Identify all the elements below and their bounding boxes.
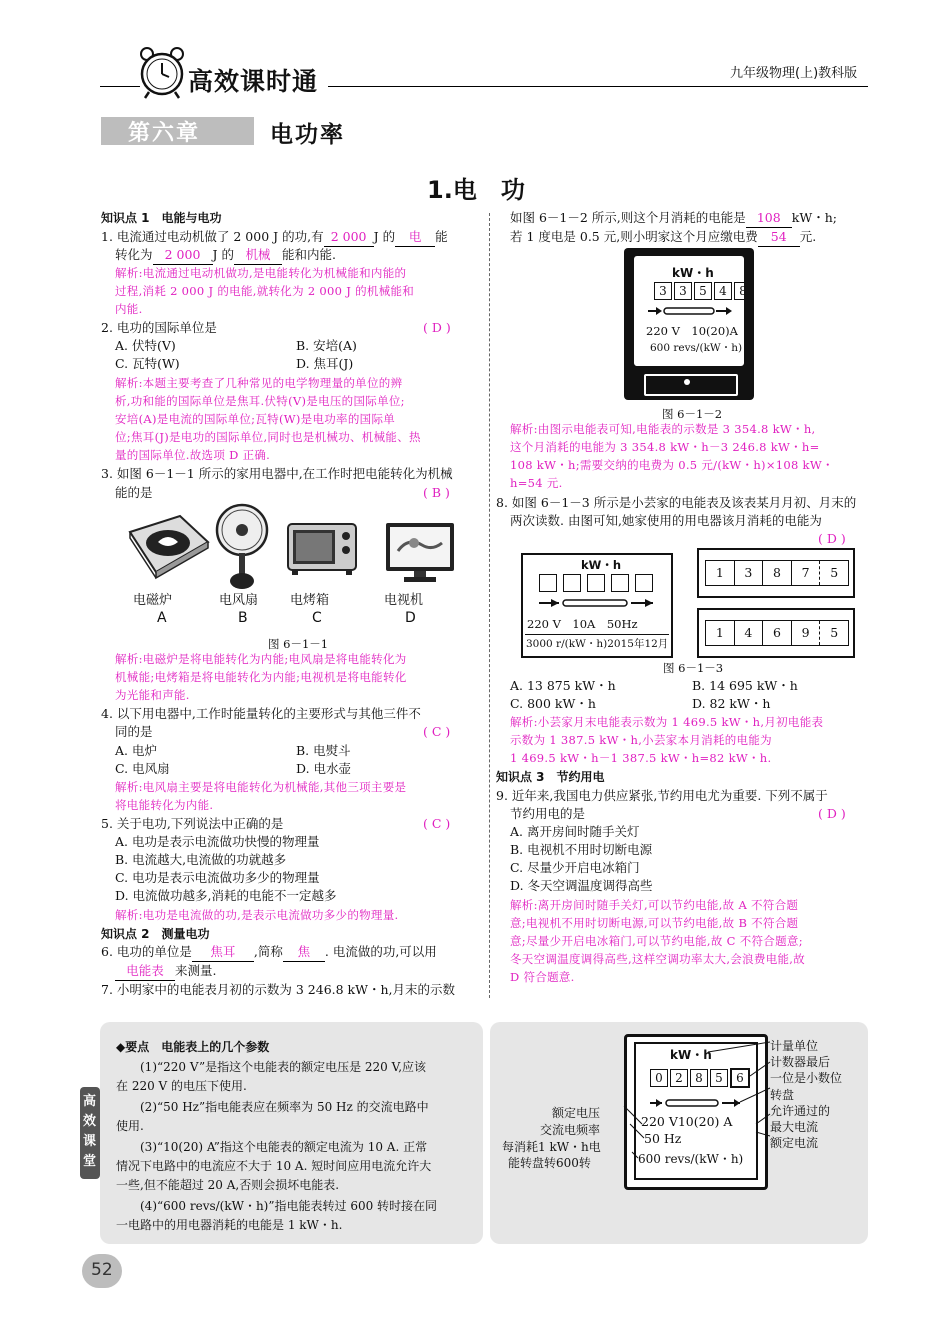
diagram-digit: 2 bbox=[670, 1069, 688, 1087]
q6-blank3[interactable]: 电能表 bbox=[115, 962, 175, 981]
q7-line1: 7. 小明家中的电能表月初的示数为 3 246.8 kW・h,月末的示数 bbox=[101, 982, 456, 997]
q2-option-d[interactable]: D. 焦耳(J) bbox=[296, 356, 354, 371]
meter2-unit: kW・h bbox=[581, 558, 622, 572]
meter2-empty-digit bbox=[539, 574, 557, 592]
diagram-label-disk: 转盘 bbox=[770, 1088, 795, 1102]
q9-line2: 节约用电的是 bbox=[510, 806, 586, 821]
q9-explanation-3: 意;尽量少开启电冰箱门,可以节约电能,故 C 不符合题意; bbox=[510, 934, 803, 948]
appliance-d-name: 电视机 bbox=[384, 593, 424, 608]
appliance-c-letter: C bbox=[312, 610, 322, 626]
reading1-digit: 1 bbox=[706, 561, 735, 585]
q1-blank1[interactable]: 2 000 bbox=[324, 228, 374, 247]
q1-explanation-1: 解析:电流通过电动机做功,是电能转化为机械能和内能的 bbox=[115, 266, 407, 280]
q8-explanation-2: 示数为 1 387.5 kW・h,小芸家本月消耗的电能为 bbox=[510, 733, 772, 747]
key-point-line: (4)“600 revs/(kW・h)”指电能表转过 600 转时接在同 bbox=[140, 1199, 438, 1213]
key-point-line: 情况下电路中的电流应不大于 10 A. 短时间应用电流允许大 bbox=[116, 1159, 432, 1173]
diagram-spec1: 220 V10(20) A bbox=[641, 1114, 733, 1129]
appliance-b-letter: B bbox=[238, 610, 248, 626]
q1-blank4[interactable]: 机械 bbox=[234, 246, 282, 265]
q4-explanation-1: 解析:电风扇主要是将电能转化为机械能,其他三项主要是 bbox=[115, 780, 407, 794]
q4-line2: 同的是 bbox=[115, 724, 153, 739]
diagram-label-rated-current: 额定电流 bbox=[770, 1136, 819, 1150]
q8-option-d[interactable]: D. 82 kW・h bbox=[692, 696, 771, 711]
q4-answer: ( C ) bbox=[423, 724, 451, 739]
meter2-empty-digit bbox=[587, 574, 605, 592]
fig-6-1-2-caption: 图 6－1－2 bbox=[662, 407, 723, 421]
diagram-label-unit: 计量单位 bbox=[770, 1039, 819, 1053]
page-number: 52 bbox=[91, 1260, 113, 1280]
appliance-b-name: 电风扇 bbox=[219, 593, 259, 608]
q8-line1: 8. 如图 6－1－3 所示是小芸家的电能表及该表某月月初、月末的 bbox=[496, 495, 857, 510]
brand-title: 高效课时通 bbox=[188, 67, 319, 96]
meter1-spec1: 220 V 10(20)A bbox=[646, 324, 738, 338]
q7-blank2[interactable]: 54 bbox=[758, 228, 800, 247]
column-divider bbox=[489, 213, 490, 998]
q7-explanation-1: 解析:由图示电能表可知,电能表的示数是 3 354.8 kW・h, bbox=[510, 422, 816, 436]
q9-line1: 9. 近年来,我国电力供应紧张,节约用电尤为重要. 下列不属于 bbox=[496, 788, 828, 803]
q2-explanation-3: 安培(A)是电流的国际单位;瓦特(W)是电功率的国际单 bbox=[115, 412, 396, 426]
diagram-label-last-2: 一位是小数位 bbox=[770, 1071, 843, 1085]
q4-option-c[interactable]: C. 电风扇 bbox=[115, 761, 170, 776]
q4-option-d[interactable]: D. 电水壶 bbox=[296, 761, 352, 776]
q7-explanation-4: h=54 元. bbox=[510, 476, 563, 490]
appliance-a-letter: A bbox=[157, 610, 167, 626]
q7-explanation-2: 这个月消耗的电能为 3 354.8 kW・h－3 246.8 kW・h= bbox=[510, 440, 820, 454]
q3-explanation-2: 机械能;电烤箱是将电能转化为内能;电视机是将电能转化 bbox=[115, 670, 407, 684]
q3-line1: 3. 如图 6－1－1 所示的家用电器中,在工作时把电能转化为机械 bbox=[101, 466, 453, 481]
q3-answer: ( B ) bbox=[423, 485, 450, 500]
q2-stem: 2. 电功的国际单位是 bbox=[101, 320, 217, 335]
q4-explanation-2: 将电能转化为内能. bbox=[115, 798, 214, 812]
key-point-line: 一些,但不能超过 20 A,否则会损坏电能表. bbox=[116, 1178, 340, 1192]
diagram-label-last-1: 计数器最后 bbox=[770, 1055, 831, 1069]
key-point-line: (3)“10(20) A”指这个电能表的额定电流为 10 A. 正常 bbox=[140, 1140, 428, 1154]
meter2-empty-digit bbox=[611, 574, 629, 592]
diagram-leader-lines bbox=[580, 1040, 780, 1180]
q1-blank3[interactable]: 2 000 bbox=[153, 246, 213, 265]
q4-option-a[interactable]: A. 电炉 bbox=[115, 743, 157, 758]
reading2-digit: 9 bbox=[792, 621, 821, 645]
q7-blank1[interactable]: 108 bbox=[746, 209, 792, 228]
reading2-digit: 6 bbox=[763, 621, 792, 645]
q7-explanation-3: 108 kW・h;需要交纳的电费为 0.5 元/(kW・h)×108 kW・ bbox=[510, 458, 834, 472]
fig-6-1-3-caption: 图 6－1－3 bbox=[663, 661, 724, 675]
diagram-digit: 5 bbox=[710, 1069, 728, 1087]
q8-explanation-3: 1 469.5 kW・h－1 387.5 kW・h=82 kW・h. bbox=[510, 751, 772, 765]
induction-cooker-icon[interactable] bbox=[120, 512, 212, 582]
meter2-disk-icon bbox=[537, 597, 657, 609]
key-point-line: 在 220 V 的电压下使用. bbox=[116, 1079, 247, 1093]
q6-line1: 6. 电功的单位是 焦耳 ,简称 焦 . 电流做的功,可以用 bbox=[101, 943, 437, 962]
electric-fan-icon[interactable] bbox=[214, 503, 270, 591]
meter1-digit: 4 bbox=[714, 282, 732, 300]
diagram-label-max-2: 最大电流 bbox=[770, 1120, 819, 1134]
meter2-spec1: 220 V 10A 50Hz bbox=[527, 617, 638, 631]
diagram-digit: 8 bbox=[690, 1069, 708, 1087]
diagram-label-revs-1: 每消耗1 kW・h电 bbox=[502, 1140, 601, 1154]
key-point-line: (1)“220 V”是指这个电能表的额定电压是 220 V,应该 bbox=[140, 1060, 427, 1074]
reading1-digit: 7 bbox=[792, 561, 821, 585]
q8-line2: 两次读数. 由图可知,她家使用的用电器该月消耗的电能为 bbox=[510, 513, 822, 528]
q6-line2: 电能表 来测量. bbox=[115, 962, 216, 981]
q5-option-d[interactable]: D. 电流做功越多,消耗的电能不一定越多 bbox=[115, 888, 337, 903]
q5-option-a[interactable]: A. 电功是表示电流做功快慢的物理量 bbox=[115, 834, 320, 849]
q1-line1: 1. 电流通过电动机做了 2 000 J 的功,有 2 000 J 的 电 能 bbox=[101, 228, 448, 247]
q5-option-c[interactable]: C. 电功是表示电流做功多少的物理量 bbox=[115, 870, 320, 885]
diagram-unit: kW・h bbox=[670, 1048, 712, 1062]
diagram-spec2: 50 Hz bbox=[644, 1131, 682, 1146]
key-point-line: 一电路中的用电器消耗的电能是 1 kW・h. bbox=[116, 1218, 343, 1232]
section-title: 1.电 功 bbox=[427, 176, 525, 204]
key-point-line: (2)“50 Hz”指电能表应在频率为 50 Hz 的交流电路中 bbox=[140, 1100, 429, 1114]
diagram-digit: 6 bbox=[730, 1068, 750, 1088]
meter1-spec2: 600 revs/(kW・h) bbox=[650, 342, 743, 354]
q9-explanation-1: 解析:离开房间时随手关灯,可以节约电能,故 A 不符合题 bbox=[510, 898, 799, 912]
energy-meter-6-1-3 bbox=[521, 553, 673, 658]
meter2-empty-digit bbox=[563, 574, 581, 592]
side-tab-label: 高效课堂 bbox=[83, 1094, 97, 1169]
q2-explanation-4: 位;焦耳(J)是电功的国际单位,同时也是机械功、机械能、热 bbox=[115, 430, 421, 444]
appliance-d-letter: D bbox=[405, 610, 416, 626]
appliance-c-name: 电烤箱 bbox=[290, 593, 330, 608]
diagram-label-frequency: 交流电频率 bbox=[540, 1123, 601, 1137]
clock-logo-icon bbox=[137, 44, 187, 100]
reading1-digit: 8 bbox=[763, 561, 792, 585]
meter1-digits bbox=[654, 282, 754, 300]
q5-option-b[interactable]: B. 电流越大,电流做的功就越多 bbox=[115, 852, 287, 867]
q6-blank1[interactable]: 焦耳 bbox=[192, 943, 254, 962]
reading1-decimal-digit: 5 bbox=[830, 565, 839, 580]
q8-explanation-1: 解析:小芸家月末电能表示数为 1 469.5 kW・h,月初电能表 bbox=[510, 715, 824, 729]
q5-answer: ( C ) bbox=[423, 816, 451, 831]
q1-line2: 转化为 2 000 J 的 机械 能和内能. bbox=[115, 246, 336, 265]
kp1-heading: 知识点 1 电能与电功 bbox=[101, 211, 222, 225]
q3-explanation-1: 解析:电磁炉是将电能转化为内能;电风扇是将电能转化为 bbox=[115, 652, 407, 666]
meter2-empty-digit bbox=[635, 574, 653, 592]
meter1-disk-icon bbox=[646, 305, 734, 317]
chapter-title: 电功率 bbox=[270, 122, 345, 148]
diagram-label-max-1: 允许通过的 bbox=[770, 1104, 831, 1118]
q2-option-a[interactable]: A. 伏特(V) bbox=[115, 338, 176, 353]
q9-answer: ( D ) bbox=[818, 806, 846, 821]
electric-oven-icon[interactable] bbox=[284, 518, 360, 578]
fig-6-1-1-caption: 图 6－1－1 bbox=[268, 637, 329, 651]
reading2-digit: 1 bbox=[706, 621, 735, 645]
q2-explanation-2: 析,功和能的国际单位是焦耳.伏特(V)是电压的国际单位; bbox=[115, 394, 405, 408]
meter1-digit: 5 bbox=[694, 282, 712, 300]
reading1-digit: 3 bbox=[735, 561, 764, 585]
q1-blank2[interactable]: 电 bbox=[395, 228, 435, 247]
q1-explanation-2: 过程,消耗 2 000 J 的电能,就转化为 2 000 J 的机械能和 bbox=[115, 284, 415, 298]
q2-option-b[interactable]: B. 安培(A) bbox=[296, 338, 357, 353]
q3-explanation-3: 为光能和声能. bbox=[115, 688, 190, 702]
reading2-decimal-digit: 5 bbox=[830, 625, 839, 640]
q8-option-b[interactable]: B. 14 695 kW・h bbox=[692, 678, 798, 693]
diagram-label-voltage: 额定电压 bbox=[552, 1106, 601, 1120]
q7-line3: 若 1 度电是 0.5 元,则小明家这个月应缴电费 54 元. bbox=[510, 228, 816, 247]
meter1-digit: 3 bbox=[654, 282, 672, 300]
q9-explanation-5: D 符合题意. bbox=[510, 970, 575, 984]
q9-option-b[interactable]: B. 电视机不用时切断电源 bbox=[510, 842, 653, 857]
meter1-digit: 3 bbox=[674, 282, 692, 300]
appliance-a-name: 电磁炉 bbox=[133, 593, 173, 608]
kp2-heading: 知识点 2 测量电功 bbox=[101, 927, 210, 941]
q8-option-c[interactable]: C. 800 kW・h bbox=[510, 696, 596, 711]
q2-explanation-5: 量的国际单位.故选项 D 正确. bbox=[115, 448, 271, 462]
diagram-digit: 0 bbox=[650, 1069, 668, 1087]
key-points-heading: ◆要点 电能表上的几个参数 bbox=[116, 1040, 270, 1054]
meter2-spec2: 3000 r/(kW・h)2015年12月 bbox=[526, 638, 669, 650]
diagram-spec3: 600 revs/(kW・h) bbox=[638, 1152, 744, 1166]
q2-explanation-1: 解析:本题主要考查了几种常见的电学物理量的单位的辨 bbox=[115, 376, 403, 390]
key-point-line: 使用. bbox=[116, 1119, 144, 1133]
q3-line2: 能的是 bbox=[115, 485, 153, 500]
q4-line1: 4. 以下用电器中,工作时能量转化的主要形式与其他三件不 bbox=[101, 706, 421, 721]
q9-option-a[interactable]: A. 离开房间时随手关灯 bbox=[510, 824, 640, 839]
q1-explanation-3: 内能. bbox=[115, 302, 143, 316]
reading2-digit: 4 bbox=[735, 621, 764, 645]
q8-answer: ( D ) bbox=[818, 531, 846, 546]
q7-line2: 如图 6－1－2 所示,则这个月消耗的电能是 108 kW・h; bbox=[510, 209, 837, 228]
meter1-digit: 8 bbox=[734, 282, 752, 300]
kp3-heading: 知识点 3 节约用电 bbox=[496, 770, 605, 784]
q6-blank2[interactable]: 焦 bbox=[283, 943, 325, 962]
meter1-unit: kW・h bbox=[672, 266, 714, 280]
q9-explanation-2: 意;电视机不用时切断电源,可以节约电能,故 B 不符合题 bbox=[510, 916, 799, 930]
q4-option-b[interactable]: B. 电熨斗 bbox=[296, 743, 351, 758]
energy-meter-6-1-2 bbox=[624, 248, 754, 400]
q5-explanation: 解析:电功是电流做的功,是表示电流做功多少的物理量. bbox=[115, 908, 399, 922]
q5-stem: 5. 关于电功,下列说法中正确的是 bbox=[101, 816, 284, 831]
q9-explanation-4: 冬天空调温度调得高些,这样空调功率太大,会浪费电能,故 bbox=[510, 952, 806, 966]
reading-box-end bbox=[697, 608, 855, 658]
chapter-tag: 第六章 bbox=[128, 121, 201, 146]
subject-label: 九年级物理(上)教科版 bbox=[730, 66, 858, 81]
diagram-label-revs-2: 能转盘转600转 bbox=[508, 1156, 591, 1170]
q9-option-d[interactable]: D. 冬天空调温度调得高些 bbox=[510, 878, 653, 893]
q2-option-c[interactable]: C. 瓦特(W) bbox=[115, 356, 180, 371]
q8-option-a[interactable]: A. 13 875 kW・h bbox=[510, 678, 616, 693]
television-icon[interactable] bbox=[384, 521, 456, 585]
q9-option-c[interactable]: C. 尽量少开启电冰箱门 bbox=[510, 860, 640, 875]
q2-answer: ( D ) bbox=[423, 320, 451, 335]
reading-box-start bbox=[697, 548, 855, 598]
